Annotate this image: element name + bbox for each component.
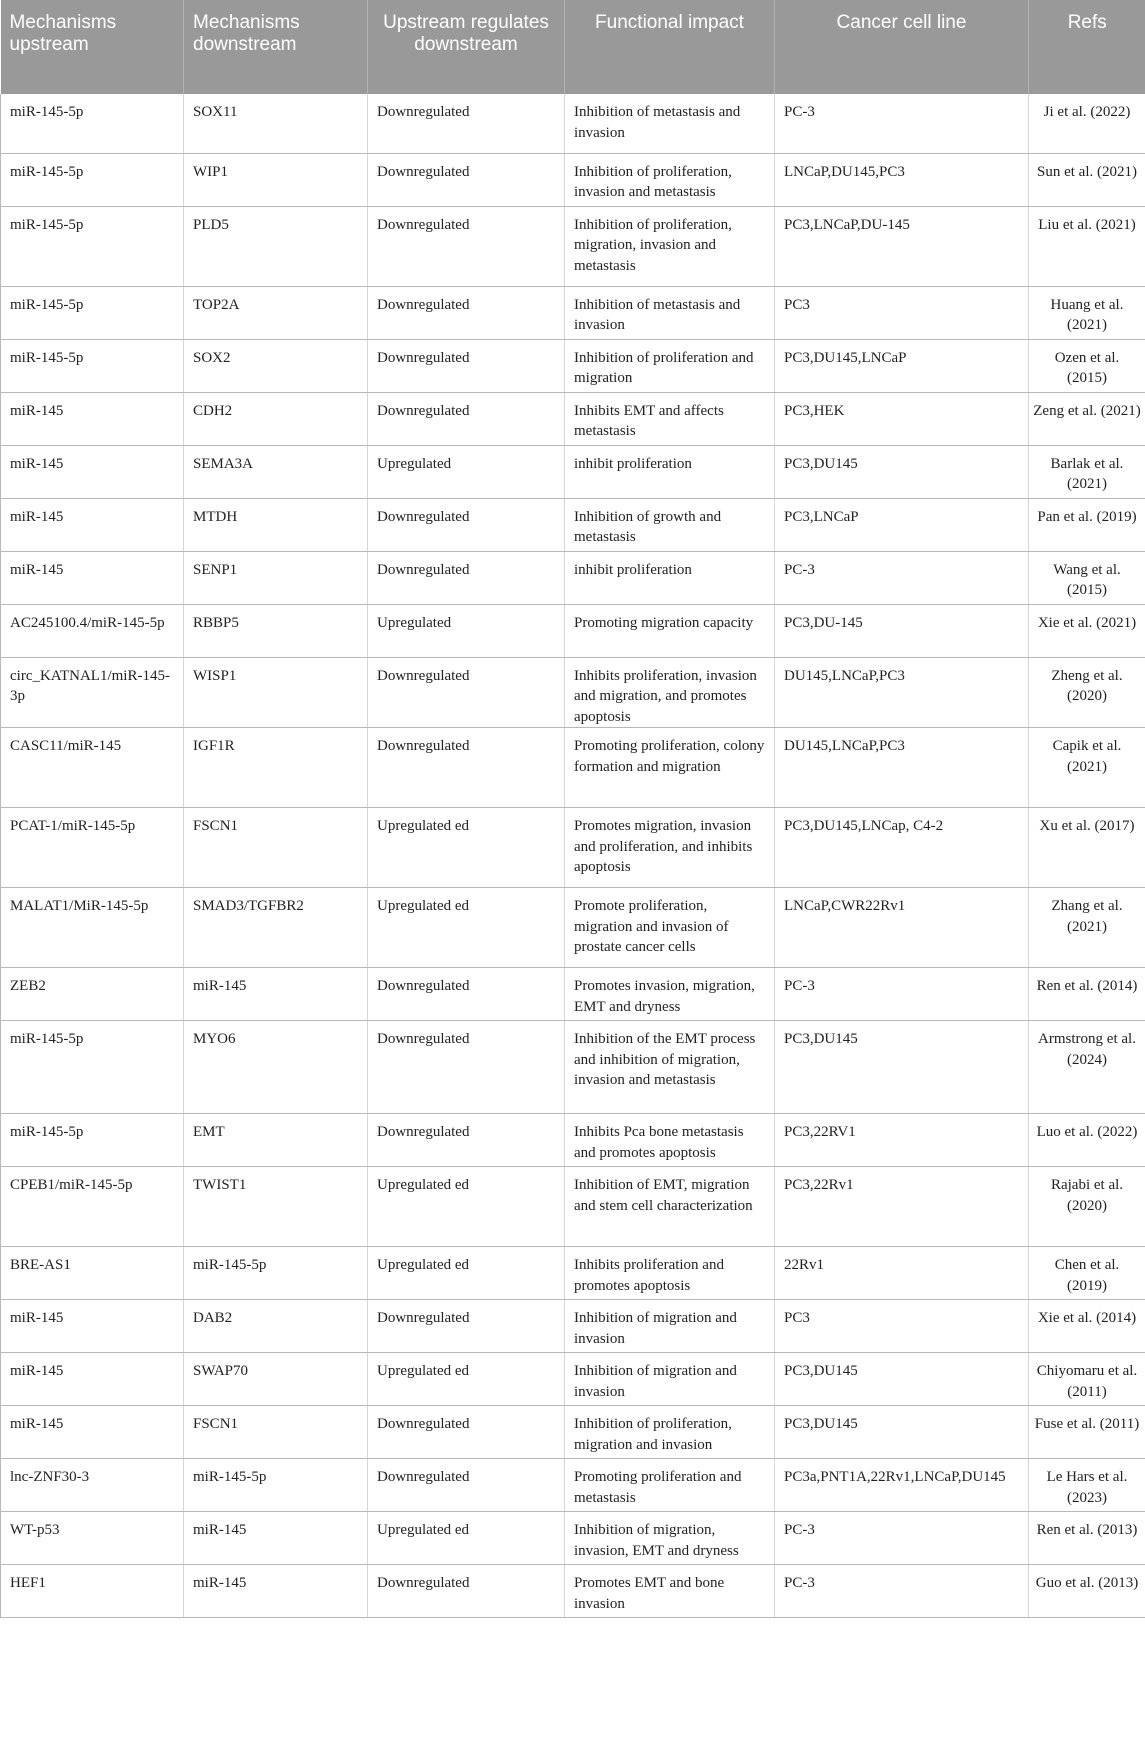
cell-impact: Promotes EMT and bone invasion — [565, 1565, 775, 1618]
table-row — [1, 888, 1145, 968]
cell-downstream: EMT — [184, 1114, 368, 1167]
header-refs: Refs — [1029, 0, 1145, 94]
cell-upstream: miR-145-5p — [1, 206, 184, 286]
table-row — [1, 153, 1145, 206]
cell-ref: Rajabi et al. (2020) — [1029, 1167, 1145, 1247]
header-downstream: Mechanisms downstream — [184, 0, 368, 94]
cell-upstream: miR-145 — [1, 551, 184, 604]
cell-impact: Promoting proliferation and metastasis — [565, 1459, 775, 1512]
cell-ref: Zheng et al. (2020) — [1029, 657, 1145, 728]
cell-downstream: SENP1 — [184, 551, 368, 604]
cell-impact: inhibit proliferation — [565, 445, 775, 498]
cell-ref: Zhang et al. (2021) — [1029, 888, 1145, 968]
cell-cell-line: DU145,LNCaP,PC3 — [775, 657, 1029, 728]
cell-downstream: RBBP5 — [184, 604, 368, 657]
cell-regulation: Downregulated — [368, 551, 565, 604]
cell-downstream: miR-145 — [184, 1565, 368, 1618]
cell-impact: Promote proliferation, migration and invasion of prostate cancer cells — [565, 888, 775, 968]
table-row — [1, 1114, 1145, 1167]
cell-downstream: SMAD3/TGFBR2 — [184, 888, 368, 968]
cell-regulation: Downregulated — [368, 206, 565, 286]
header-functional-impact: Functional impact — [565, 0, 775, 94]
cell-ref: Liu et al. (2021) — [1029, 206, 1145, 286]
cell-cell-line: PC3 — [775, 1300, 1029, 1353]
cell-upstream: WT-p53 — [1, 1512, 184, 1565]
cell-downstream: PLD5 — [184, 206, 368, 286]
header-regulation: Upstream regulates downstream — [368, 0, 565, 94]
cell-impact: Inhibition of migration and invasion — [565, 1353, 775, 1406]
table-header-row — [1, 0, 1145, 94]
cell-downstream: IGF1R — [184, 728, 368, 808]
cell-regulation: Downregulated — [368, 657, 565, 728]
cell-cell-line: PC3,DU145 — [775, 1406, 1029, 1459]
cell-upstream: BRE-AS1 — [1, 1247, 184, 1300]
cell-cell-line: PC3,LNCaP — [775, 498, 1029, 551]
cell-regulation: Upregulated — [368, 445, 565, 498]
cell-cell-line: 22Rv1 — [775, 1247, 1029, 1300]
cell-impact: Promotes migration, invasion and proliferation, and inhibits apoptosis — [565, 808, 775, 888]
cell-downstream: SWAP70 — [184, 1353, 368, 1406]
cell-impact: Inhibits proliferation and promotes apoptosis — [565, 1247, 775, 1300]
cell-downstream: CDH2 — [184, 392, 368, 445]
table-row — [1, 1353, 1145, 1406]
cell-ref: Ozen et al. (2015) — [1029, 339, 1145, 392]
cell-regulation: Downregulated — [368, 1021, 565, 1114]
cell-ref: Luo et al. (2022) — [1029, 1114, 1145, 1167]
cell-regulation: Downregulated — [368, 1565, 565, 1618]
cell-regulation: Upregulated ed — [368, 1247, 565, 1300]
cell-downstream: TOP2A — [184, 286, 368, 339]
cell-regulation: Upregulated ed — [368, 1353, 565, 1406]
cell-regulation: Downregulated — [368, 728, 565, 808]
table-body — [1, 94, 1145, 1618]
cell-upstream: miR-145 — [1, 1300, 184, 1353]
table-row — [1, 1406, 1145, 1459]
cell-upstream: miR-145-5p — [1, 94, 184, 153]
cell-upstream: MALAT1/MiR-145-5p — [1, 888, 184, 968]
cell-upstream: CPEB1/miR-145-5p — [1, 1167, 184, 1247]
cell-impact: Inhibits Pca bone metastasis and promotes apoptosis — [565, 1114, 775, 1167]
table-row — [1, 1300, 1145, 1353]
cell-cell-line: PC3,22RV1 — [775, 1114, 1029, 1167]
cell-impact: Inhibition of proliferation and migration — [565, 339, 775, 392]
cell-upstream: PCAT-1/miR-145-5p — [1, 808, 184, 888]
table-row — [1, 286, 1145, 339]
cell-impact: Inhibition of EMT, migration and stem cell characterization — [565, 1167, 775, 1247]
cell-downstream: TWIST1 — [184, 1167, 368, 1247]
table-row — [1, 1565, 1145, 1618]
cell-impact: Inhibition of proliferation, migration, invasion and metastasis — [565, 206, 775, 286]
cell-upstream: miR-145-5p — [1, 339, 184, 392]
cell-ref: Le Hars et al. (2023) — [1029, 1459, 1145, 1512]
table-row — [1, 1247, 1145, 1300]
cell-ref: Huang et al. (2021) — [1029, 286, 1145, 339]
cell-ref: Ren et al. (2013) — [1029, 1512, 1145, 1565]
cell-ref: Capik et al. (2021) — [1029, 728, 1145, 808]
cell-downstream: SOX2 — [184, 339, 368, 392]
cell-impact: Promoting migration capacity — [565, 604, 775, 657]
cell-impact: Inhibits proliferation, invasion and migration, and promotes apoptosis — [565, 657, 775, 728]
cell-ref: Fuse et al. (2011) — [1029, 1406, 1145, 1459]
cell-cell-line: PC3,DU145,LNCap, C4-2 — [775, 808, 1029, 888]
cell-cell-line: PC3 — [775, 286, 1029, 339]
cell-downstream: SEMA3A — [184, 445, 368, 498]
cell-upstream: AC245100.4/miR-145-5p — [1, 604, 184, 657]
cell-cell-line: PC3,DU-145 — [775, 604, 1029, 657]
cell-upstream: miR-145-5p — [1, 1021, 184, 1114]
cell-downstream: WISP1 — [184, 657, 368, 728]
cell-regulation: Upregulated ed — [368, 888, 565, 968]
cell-downstream: miR-145-5p — [184, 1247, 368, 1300]
cell-impact: inhibit proliferation — [565, 551, 775, 604]
table-row — [1, 604, 1145, 657]
cell-upstream: miR-145-5p — [1, 1114, 184, 1167]
table-row — [1, 1167, 1145, 1247]
cell-cell-line: PC-3 — [775, 1512, 1029, 1565]
table-row — [1, 1021, 1145, 1114]
cell-downstream: DAB2 — [184, 1300, 368, 1353]
table-row — [1, 498, 1145, 551]
table-row — [1, 445, 1145, 498]
cell-impact: Promoting proliferation, colony formation and migration — [565, 728, 775, 808]
table-row — [1, 551, 1145, 604]
cell-impact: Inhibition of proliferation, invasion and metastasis — [565, 153, 775, 206]
cell-regulation: Upregulated — [368, 604, 565, 657]
cell-cell-line: PC-3 — [775, 968, 1029, 1021]
cell-upstream: HEF1 — [1, 1565, 184, 1618]
cell-regulation: Downregulated — [368, 153, 565, 206]
cell-regulation: Downregulated — [368, 498, 565, 551]
cell-cell-line: PC3,LNCaP,DU-145 — [775, 206, 1029, 286]
cell-upstream: miR-145-5p — [1, 153, 184, 206]
cell-cell-line: PC-3 — [775, 551, 1029, 604]
cell-downstream: FSCN1 — [184, 1406, 368, 1459]
cell-downstream: SOX11 — [184, 94, 368, 153]
cell-ref: Guo et al. (2013) — [1029, 1565, 1145, 1618]
cell-cell-line: PC3,DU145 — [775, 445, 1029, 498]
cell-cell-line: LNCaP,CWR22Rv1 — [775, 888, 1029, 968]
cell-ref: Zeng et al. (2021) — [1029, 392, 1145, 445]
table-row — [1, 206, 1145, 286]
cell-ref: Armstrong et al. (2024) — [1029, 1021, 1145, 1114]
cell-impact: Inhibition of the EMT process and inhibition of migration, invasion and metastasis — [565, 1021, 775, 1114]
header-upstream: Mechanisms upstream — [1, 0, 184, 94]
cell-ref: Chiyomaru et al. (2011) — [1029, 1353, 1145, 1406]
cell-regulation: Downregulated — [368, 968, 565, 1021]
cell-downstream: MYO6 — [184, 1021, 368, 1114]
cell-ref: Wang et al. (2015) — [1029, 551, 1145, 604]
cell-impact: Inhibits EMT and affects metastasis — [565, 392, 775, 445]
cell-ref: Xie et al. (2021) — [1029, 604, 1145, 657]
cell-ref: Barlak et al. (2021) — [1029, 445, 1145, 498]
cell-ref: Xu et al. (2017) — [1029, 808, 1145, 888]
cell-upstream: ZEB2 — [1, 968, 184, 1021]
cell-impact: Inhibition of migration, invasion, EMT and dryness — [565, 1512, 775, 1565]
cell-cell-line: PC-3 — [775, 1565, 1029, 1618]
cell-upstream: miR-145 — [1, 392, 184, 445]
cell-upstream: miR-145 — [1, 445, 184, 498]
cell-impact: Inhibition of metastasis and invasion — [565, 94, 775, 153]
cell-downstream: miR-145 — [184, 1512, 368, 1565]
cell-downstream: miR-145 — [184, 968, 368, 1021]
cell-upstream: circ_KATNAL1/miR-145-3p — [1, 657, 184, 728]
cell-ref: Sun et al. (2021) — [1029, 153, 1145, 206]
cell-cell-line: PC3,DU145 — [775, 1353, 1029, 1406]
table-row — [1, 808, 1145, 888]
table-row — [1, 657, 1145, 728]
header-cell-line: Cancer cell line — [775, 0, 1029, 94]
table-row — [1, 728, 1145, 808]
cell-impact: Inhibition of proliferation, migration and invasion — [565, 1406, 775, 1459]
table-row — [1, 1512, 1145, 1565]
cell-regulation: Upregulated ed — [368, 1512, 565, 1565]
cell-impact: Inhibition of migration and invasion — [565, 1300, 775, 1353]
cell-upstream: lnc-ZNF30-3 — [1, 1459, 184, 1512]
cell-cell-line: PC3,DU145 — [775, 1021, 1029, 1114]
cell-regulation: Downregulated — [368, 1459, 565, 1512]
cell-upstream: miR-145 — [1, 1406, 184, 1459]
cell-regulation: Downregulated — [368, 339, 565, 392]
cell-ref: Chen et al. (2019) — [1029, 1247, 1145, 1300]
cell-impact: Promotes invasion, migration, EMT and dryness — [565, 968, 775, 1021]
cell-regulation: Upregulated ed — [368, 1167, 565, 1247]
cell-regulation: Downregulated — [368, 392, 565, 445]
cell-cell-line: PC3a,PNT1A,22Rv1,LNCaP,DU145 — [775, 1459, 1029, 1512]
cell-cell-line: DU145,LNCaP,PC3 — [775, 728, 1029, 808]
cell-upstream: CASC11/miR-145 — [1, 728, 184, 808]
cell-cell-line: PC3,HEK — [775, 392, 1029, 445]
cell-ref: Ren et al. (2014) — [1029, 968, 1145, 1021]
cell-downstream: miR-145-5p — [184, 1459, 368, 1512]
cell-ref: Ji et al. (2022) — [1029, 94, 1145, 153]
cell-cell-line: PC3,DU145,LNCaP — [775, 339, 1029, 392]
cell-cell-line: PC-3 — [775, 94, 1029, 153]
cell-regulation: Upregulated ed — [368, 808, 565, 888]
table-row — [1, 1459, 1145, 1512]
cell-ref: Pan et al. (2019) — [1029, 498, 1145, 551]
cell-upstream: miR-145-5p — [1, 286, 184, 339]
cell-downstream: MTDH — [184, 498, 368, 551]
table-row — [1, 94, 1145, 153]
cell-upstream: miR-145 — [1, 498, 184, 551]
table-row — [1, 392, 1145, 445]
cell-downstream: WIP1 — [184, 153, 368, 206]
table-row — [1, 968, 1145, 1021]
cell-impact: Inhibition of growth and metastasis — [565, 498, 775, 551]
cell-impact: Inhibition of metastasis and invasion — [565, 286, 775, 339]
cell-regulation: Downregulated — [368, 1114, 565, 1167]
cell-cell-line: PC3,22Rv1 — [775, 1167, 1029, 1247]
cell-ref: Xie et al. (2014) — [1029, 1300, 1145, 1353]
cell-regulation: Downregulated — [368, 1406, 565, 1459]
cell-upstream: miR-145 — [1, 1353, 184, 1406]
cell-downstream: FSCN1 — [184, 808, 368, 888]
cell-regulation: Downregulated — [368, 286, 565, 339]
cell-regulation: Downregulated — [368, 94, 565, 153]
cell-regulation: Downregulated — [368, 1300, 565, 1353]
cell-cell-line: LNCaP,DU145,PC3 — [775, 153, 1029, 206]
table-row — [1, 339, 1145, 392]
